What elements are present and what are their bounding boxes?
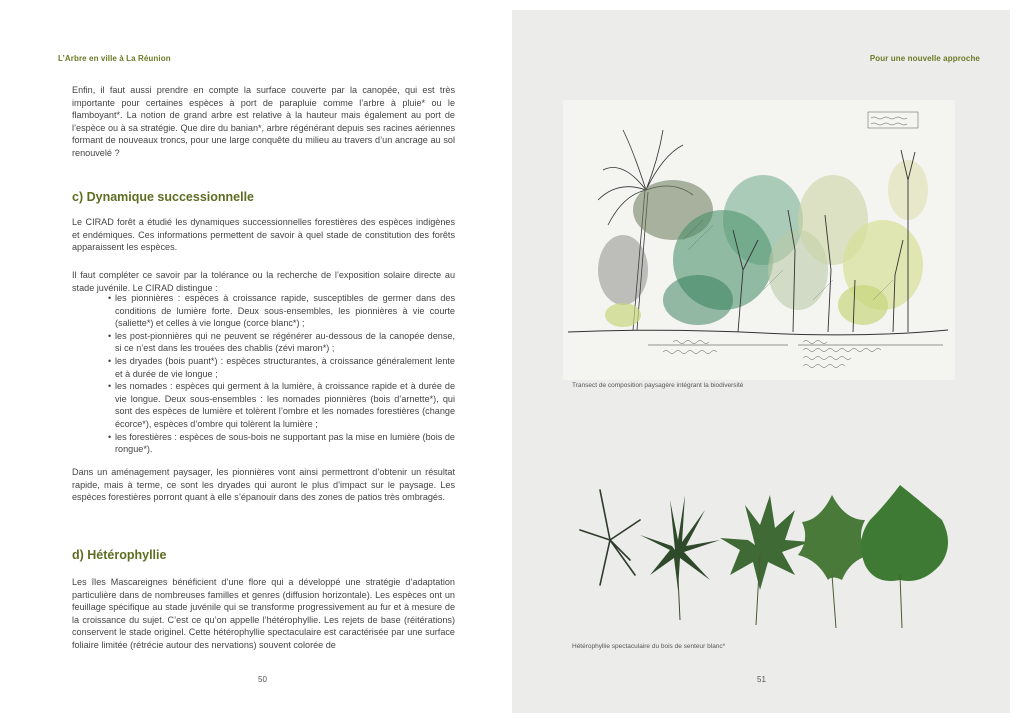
heterophylly-leaves-image <box>570 480 955 630</box>
heterophylly-caption: Hétérophyllie spectaculaire du bois de senteur blanc* <box>572 643 726 650</box>
intro-paragraph: Enfin, il faut aussi prendre en compte la surface couverte par la canopée, qui est très importante pour certaines espèces à port de parapluie comme l’arbre à pluie* ou le flamboyant*. La notion de grand arbre est relative à la hauteur mais également au port de l’espèce ou à sa stratégie. Que dire du banian*, arbre régénérant depuis ses racines aériennes formant de nouveaux troncs, pour une large conquête du milieu au travers d’un ancrage au sol renouvelé ? <box>72 85 455 158</box>
list-item: • les nomades : espèces qui germent à la lumière, à croissance rapide et à durée de vie longue. Deux sous-ensembles : les nomades pionnières (bois d’arnette*), qui sont des espèces de lumière et tolèrent l’ombre et les nomades forestières (change écorce*), espèces d’ombre qui tolèrent la lumière ; <box>108 380 455 430</box>
list-item: • les forestières : espèces de sous-bois ne supportant pas la mise en lumière (bois de rongue*). <box>108 431 455 456</box>
list-item: • les post-pionnières qui ne peuvent se régénérer au-dessous de la canopée dense, si ce n’est dans les trouées des chablis (zévi maron*) ; <box>108 330 455 355</box>
heterophylly-paragraph: Les îles Mascareignes bénéficient d’une flore qui a développé une stratégie d’adaptation particulière dans de nombreuses familles et genres (diffusion horizontale). Les espèces ont un feuillage spécifique au stade juvénile qui se transforme progressivement au fur et à mesure de la croissance du sujet. C’est ce qu’on appelle l’hétérophyllie. Les rejets de base (réitérations) conservent le stade originel. Cette hétérophyllie spectaculaire est caractérisée par une surface foliaire limitée (rétrécie autour des nervations) souvent colorée de <box>72 577 455 650</box>
running-head-left: L’Arbre en ville à La Réunion <box>58 54 171 63</box>
page-number-left: 50 <box>258 675 267 684</box>
succession-paragraph-1: Le CIRAD forêt a étudié les dynamiques successionnelles forestières des espèces indigènes et endémiques. Ces informations permettent de savoir à quel stade de constitution des forêts apparaissent les espèces. <box>72 217 455 253</box>
list-item: • les dryades (bois puant*) : espèces structurantes, à croissance généralement lente et à durée de vie longue ; <box>108 355 455 380</box>
succession-bullet-list <box>108 292 455 456</box>
list-item: • les pionnières : espèces à croissance rapide, susceptibles de germer dans des conditions de lumière forte. Deux sous-ensembles, les pionnières à vie courte (saliette*) et celles à vie longue (corce blanc*) ; <box>108 292 455 330</box>
section-title-succession: c) Dynamique successionnelle <box>72 190 255 204</box>
transect-caption: Transect de composition paysagère intégrant la biodiversité <box>572 382 744 389</box>
succession-paragraph-3: Dans un aménagement paysager, les pionnières vont ainsi permettront d’obtenir un résultat rapide, mais à terme, ce sont les dryades qui auront le plus d’impact sur le paysage. Les espèces forestières porront quant à elle s’épanouir dans des zones de patios très ombragés. <box>72 467 455 503</box>
running-head-right: Pour une nouvelle approche <box>869 54 980 63</box>
page-number-right: 51 <box>757 675 766 684</box>
succession-paragraph-2: Il faut compléter ce savoir par la tolérance ou la recherche de l’exposition solaire directe au stade juvénile. Le CIRAD distingue : <box>72 270 455 293</box>
landscape-transect-sketch <box>563 100 955 380</box>
section-title-heterophylly: d) Hétérophyllie <box>72 548 167 562</box>
